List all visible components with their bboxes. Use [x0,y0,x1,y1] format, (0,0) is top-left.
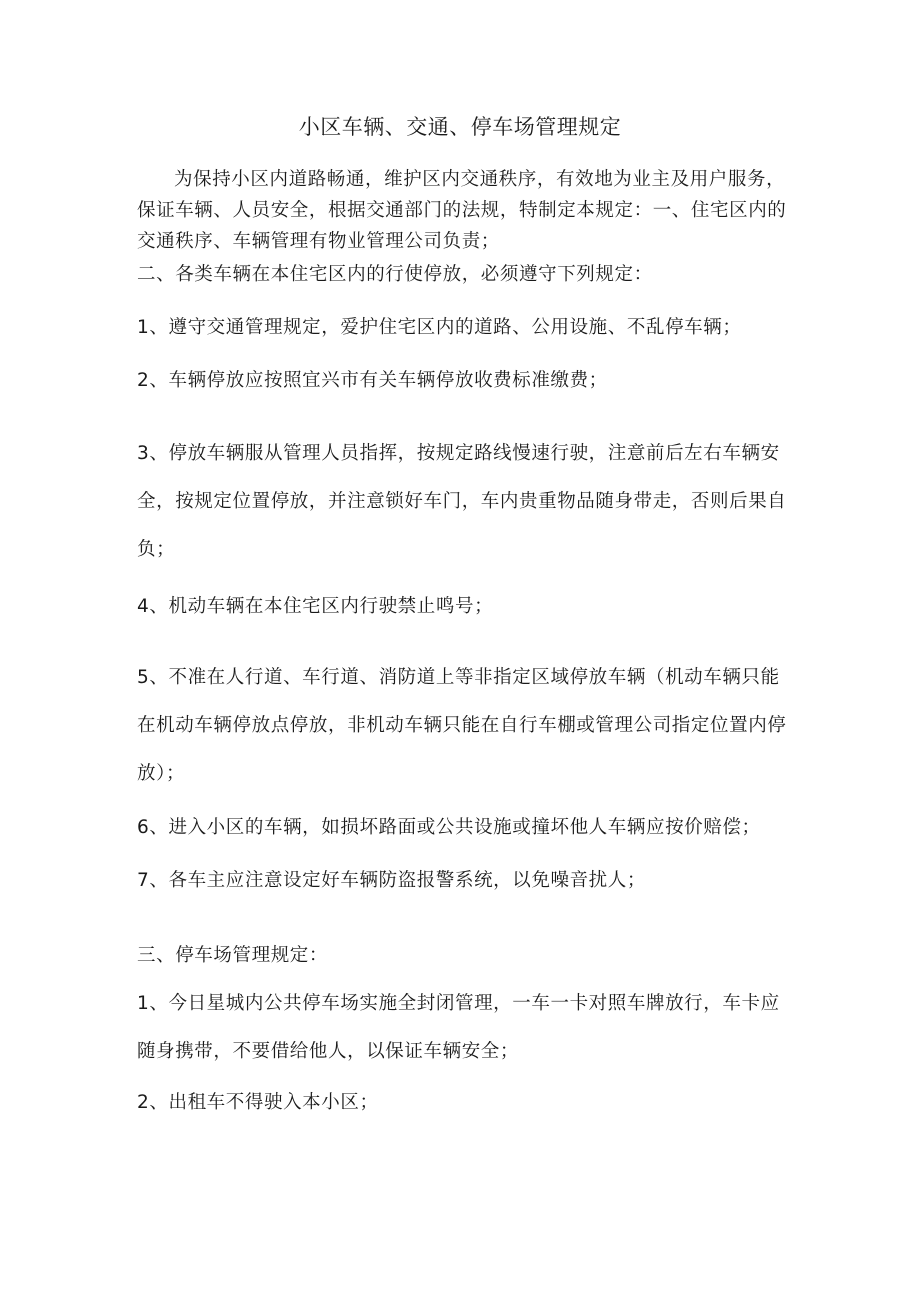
document-title: 小区车辆、交通、停车场管理规定 [298,115,622,139]
item-number: 7 [137,870,150,891]
item-text: 、遵守交通管理规定，爱护住宅区内的道路、公用设施、不乱停车辆； [149,317,742,338]
item-number: 6 [137,817,150,838]
rule-item-3-1 [137,980,787,1076]
rule-item-2-4 [137,592,807,622]
item-number: 2 [137,1092,150,1113]
section-2-heading: 二、各类车辆在本住宅区内的行使停放，必须遵守下列规定： [137,264,653,285]
item-text: 、出租车不得驶入本小区； [149,1092,379,1113]
item-number: 4 [137,596,150,617]
item-number: 5 [137,667,150,688]
item-number: 1 [137,317,150,338]
section-3-heading: 三、停车场管理规定： [137,945,329,966]
rule-item-2-1 [137,313,807,343]
rule-item-2-7 [137,866,807,896]
item-number: 1 [137,993,150,1014]
item-text: 、机动车辆在本住宅区内行驶禁止鸣号； [149,596,494,617]
rule-item-2-5 [137,654,787,798]
rule-item-2-6 [137,813,807,843]
item-number: 2 [137,370,150,391]
item-text: 、各车主应注意设定好车辆防盗报警系统，以免噪音扰人； [149,870,646,891]
item-text: 、今日星城内公共停车场实施全封闭管理，一车一卡对照车牌放行，车卡应随身携带，不要借给他人，以保证车辆安全； [137,993,780,1062]
item-text: 、不准在人行道、车行道、消防道上等非指定区域停放车辆（机动车辆只能在机动车辆停放点停放，非机动车辆只能在自行车棚或管理公司指定位置内停放）； [137,667,787,784]
rule-item-3-2 [137,1088,807,1118]
item-text: 、车辆停放应按照宜兴市有关车辆停放收费标准缴费； [149,370,608,391]
item-text: 、停放车辆服从管理人员指挥，按规定路线慢速行驶，注意前后左右车辆安全，按规定位置停放，并注意锁好车门，车内贵重物品随身带走，否则后果自负； [137,443,787,560]
rule-item-2-3 [137,430,787,574]
intro-paragraph: 为保持小区内道路畅通，维护区内交通秩序，有效地为业主及用户服务，保证车辆、人员安全，根据交通部门的法规，特制定本规定：一、住宅区内的交通秩序、车辆管理有物业管理公司负责； [137,169,787,252]
item-text: 、进入小区的车辆，如损坏路面或公共设施或撞坏他人车辆应按价赔偿； [149,817,761,838]
rule-item-2-2 [137,366,807,396]
item-number: 3 [137,443,150,464]
